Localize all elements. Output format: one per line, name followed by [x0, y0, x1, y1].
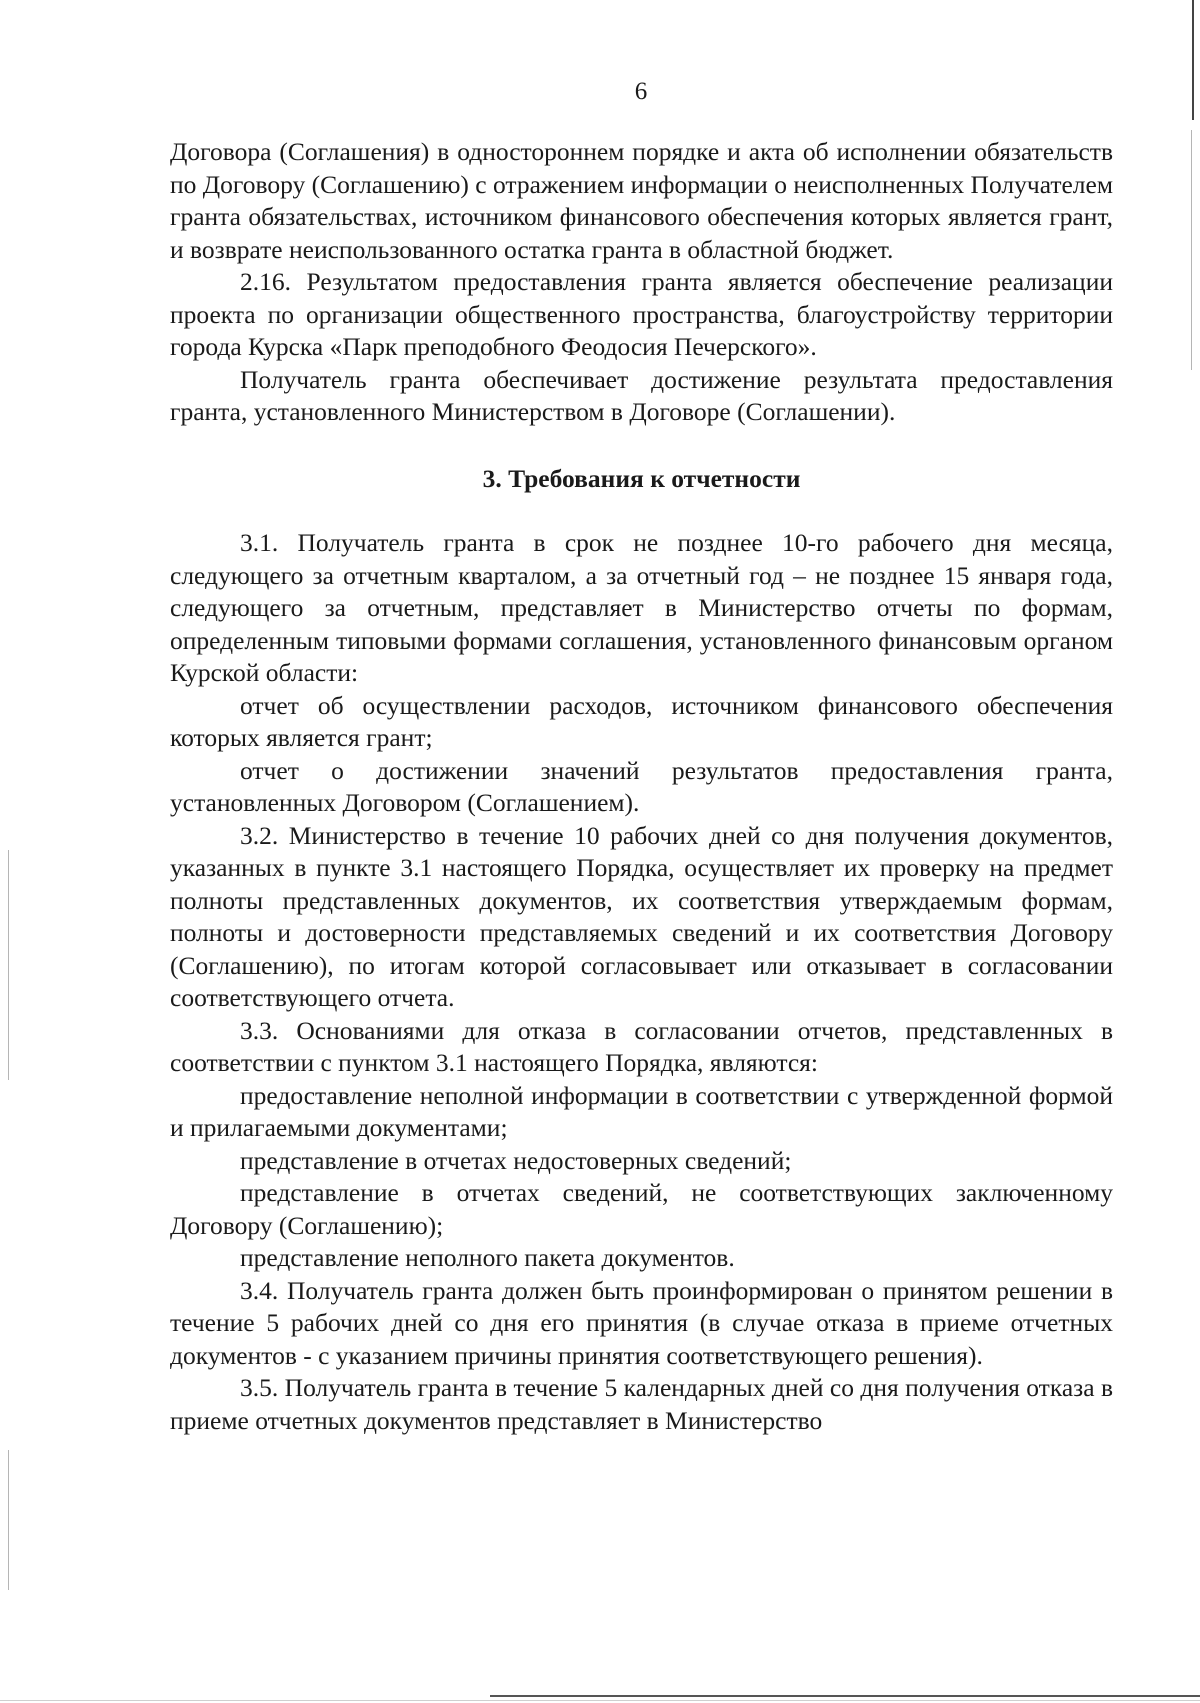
page-number: 6 [634, 78, 648, 105]
paragraph: предоставление неполной информации в соответствии с утвержденной формой и прилагаемыми документами; [170, 1080, 1113, 1142]
scan-edge-line [0, 1700, 1200, 1701]
paragraph: отчет об осуществлении расходов, источником финансового обеспечения которых является грант; [170, 690, 1113, 752]
paragraph: Получатель гранта обеспечивает достижение результата предоставления гранта, установленного Министерством в Договоре (Соглашении). [170, 364, 1113, 426]
paragraph: 3.1. Получатель гранта в срок не позднее 10-го рабочего дня месяца, следующего за отчетным кварталом, а за отчетный год – не позднее 15 января года, следующего за отчетным, представляет в Министерство отчеты по формам, определенным типовыми формами соглашения, установленного финансовым органом Курской области: [170, 528, 1113, 687]
scan-edge-line [490, 1695, 1200, 1697]
paragraph: представление неполного пакета документов. [240, 1243, 735, 1272]
document-body [170, 136, 1113, 1437]
paragraph: отчет о достижении значений результатов предоставления гранта, установленных Договором (Соглашением). [170, 755, 1113, 817]
scan-edge-line [1191, 130, 1192, 370]
paragraph: 3.3. Основаниями для отказа в согласовании отчетов, представленных в соответствии с пунктом 3.1 настоящего Порядка, являются: [170, 1015, 1113, 1077]
scan-edge-line [8, 1450, 9, 1590]
paragraph: 3.5. Получатель гранта в течение 5 календарных дней со дня получения отказа в приеме отчетных документов представляет в Министерство [170, 1373, 1113, 1435]
paragraph: 3.2. Министерство в течение 10 рабочих дней со дня получения документов, указанных в пункте 3.1 настоящего Порядка, осуществляет их проверку на предмет полноты представленных документов, их соответствия утверждаемым формам, полноты и достоверности представляемых сведений и их соответствия Договору (Соглашению), по итогам которой согласовывает или отказывает в согласовании соответствующего отчета. [170, 820, 1113, 1012]
scan-edge-line [8, 850, 9, 1080]
paragraph: 3.4. Получатель гранта должен быть проинформирован о принятом решении в течение 5 рабочих дней со дня его принятия (в случае отказа в приеме отчетных документов - с указанием причины принятия соответствующего решения). [170, 1275, 1113, 1370]
paragraph: Договора (Соглашения) в одностороннем порядке и акта об исполнении обязательств по Договору (Соглашению) с отражением информации о неисполненных Получателем гранта обязательствах, источником финансового обеспечения которых является грант, и возврате неиспользованного остатка гранта в областной бюджет. [170, 137, 1113, 264]
paragraph: представление в отчетах сведений, не соответствующих заключенному Договору (Соглашению); [170, 1178, 1113, 1240]
section-heading: 3. Требования к отчетности [482, 463, 801, 493]
paragraph: представление в отчетах недостоверных сведений; [240, 1145, 792, 1175]
paragraph: 2.16. Результатом предоставления гранта является обеспечение реализации проекта по организации общественного пространства, благоустройству территории города Курска «Парк преподобного Феодосия Печерского». [170, 267, 1113, 361]
